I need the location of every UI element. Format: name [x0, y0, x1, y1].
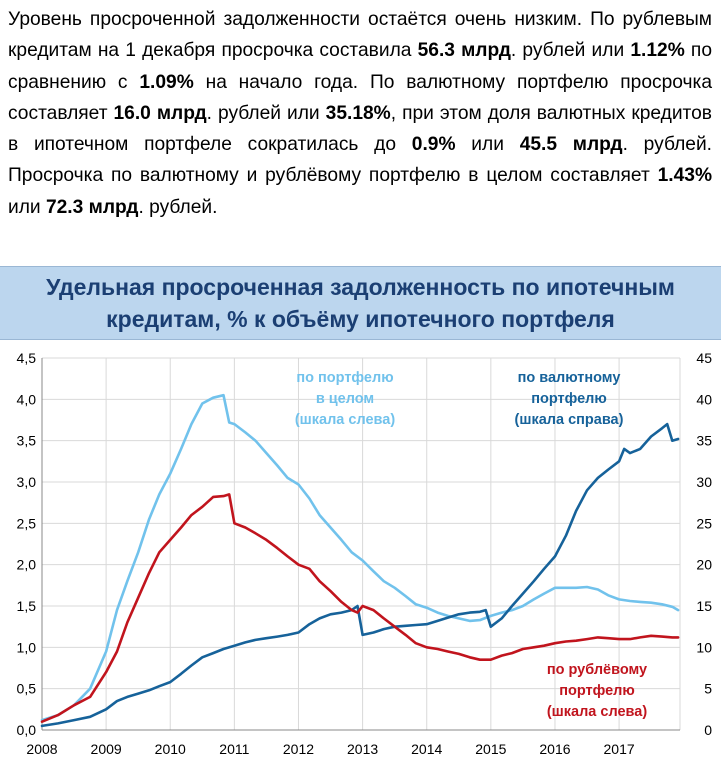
intro-text: . рублей. Просрочка по валютному и рублёвому портфелю в целом составляет	[8, 134, 712, 187]
intro-bold-value: 35.18%	[325, 102, 391, 124]
intro-text: Уровень просроченной задолженности остаётся очень низким. По рублевым кредитам на 1 декабря просрочка составила	[8, 9, 712, 62]
series-label-line: (шкала слева)	[546, 704, 648, 720]
intro-bold-value: 72.3 млрд	[45, 196, 139, 218]
y-left-tick-label: 2,5	[16, 515, 36, 532]
intro-bold-value: 0.9%	[411, 134, 456, 156]
x-tick-label: 2013	[347, 741, 379, 757]
x-tick-label: 2009	[90, 741, 122, 757]
y-right-tick-label: 40	[696, 391, 712, 408]
x-tick-label: 2011	[219, 741, 250, 757]
intro-text: по сравнению с	[8, 40, 712, 93]
y-right-tick-label: 25	[696, 515, 712, 532]
intro-bold-value: 56.3 млрд	[417, 40, 511, 62]
series-label-line: (шкала справа)	[514, 412, 624, 428]
y-right-tick-label: 10	[696, 639, 712, 656]
chart-annotations	[295, 370, 647, 720]
y-left-tick-label: 3,0	[16, 474, 36, 490]
y-right-tick-label: 0	[704, 722, 712, 738]
intro-bold-value: 45.5 млрд	[519, 134, 623, 156]
intro-bold-value: 1.12%	[630, 40, 685, 62]
series-label-line: по рублёвому	[546, 662, 648, 678]
intro-text: или	[8, 196, 46, 218]
series-label-line: портфелю	[559, 683, 635, 699]
y-right-tick-label: 30	[696, 474, 712, 490]
y-left-tick-label: 1,5	[16, 598, 36, 614]
intro-text: . рублей.	[138, 196, 218, 218]
x-tick-label: 2008	[26, 741, 58, 757]
x-tick-label: 2010	[154, 741, 186, 757]
chart-title-bar	[0, 266, 721, 340]
y-left-tick-label: 1,0	[16, 639, 36, 656]
series-label-rub	[547, 662, 647, 720]
y-right-tick-label: 20	[696, 556, 712, 573]
series-label-line: по валютному	[517, 370, 621, 386]
y-left-tick-label: 2,0	[16, 556, 36, 573]
series-label-line: в целом	[315, 391, 375, 407]
intro-text: . рублей или	[510, 40, 631, 62]
series-label-line: портфелю	[531, 391, 607, 407]
series-label-line: по портфелю	[296, 370, 394, 386]
x-tick-label: 2016	[539, 741, 571, 757]
y-right-tick-label: 45	[696, 350, 712, 366]
y-left-tick-label: 4,5	[16, 350, 36, 366]
series-label-line: (шкала слева)	[294, 412, 396, 428]
y-left-tick-label: 3,5	[16, 432, 36, 449]
intro-bold-value: 1.09%	[139, 71, 194, 93]
intro-paragraph	[8, 4, 712, 223]
y-right-tick-label: 35	[696, 432, 712, 449]
y-left-tick-label: 0,0	[16, 722, 36, 738]
intro-text: или	[455, 134, 520, 156]
y-right-tick-label: 5	[704, 680, 712, 697]
intro-text: , при этом доля валютных кредитов в ипотечном портфеле сократилась до	[8, 102, 712, 156]
y-left-tick-label: 4,0	[16, 391, 36, 408]
x-tick-label: 2012	[282, 741, 315, 757]
intro-bold-value: 16.0 млрд	[113, 102, 207, 124]
mortgage-delinquency-chart	[0, 340, 721, 766]
y-left-tick-label: 0,5	[16, 680, 36, 697]
intro-text: . рублей или	[206, 102, 326, 124]
series-line-fx	[42, 424, 678, 726]
x-tick-label: 2015	[475, 741, 507, 757]
chart-title: Удельная просроченная задолженность по ипотечным кредитам, % к объёму ипотечного портфеля	[46, 274, 675, 332]
intro-bold-value: 1.43%	[657, 165, 712, 187]
x-tick-label: 2017	[603, 741, 635, 757]
x-tick-label: 2014	[411, 741, 443, 757]
intro-text: на начало года. По валютному портфелю просрочка составляет	[8, 71, 713, 124]
y-right-tick-label: 15	[696, 598, 712, 614]
